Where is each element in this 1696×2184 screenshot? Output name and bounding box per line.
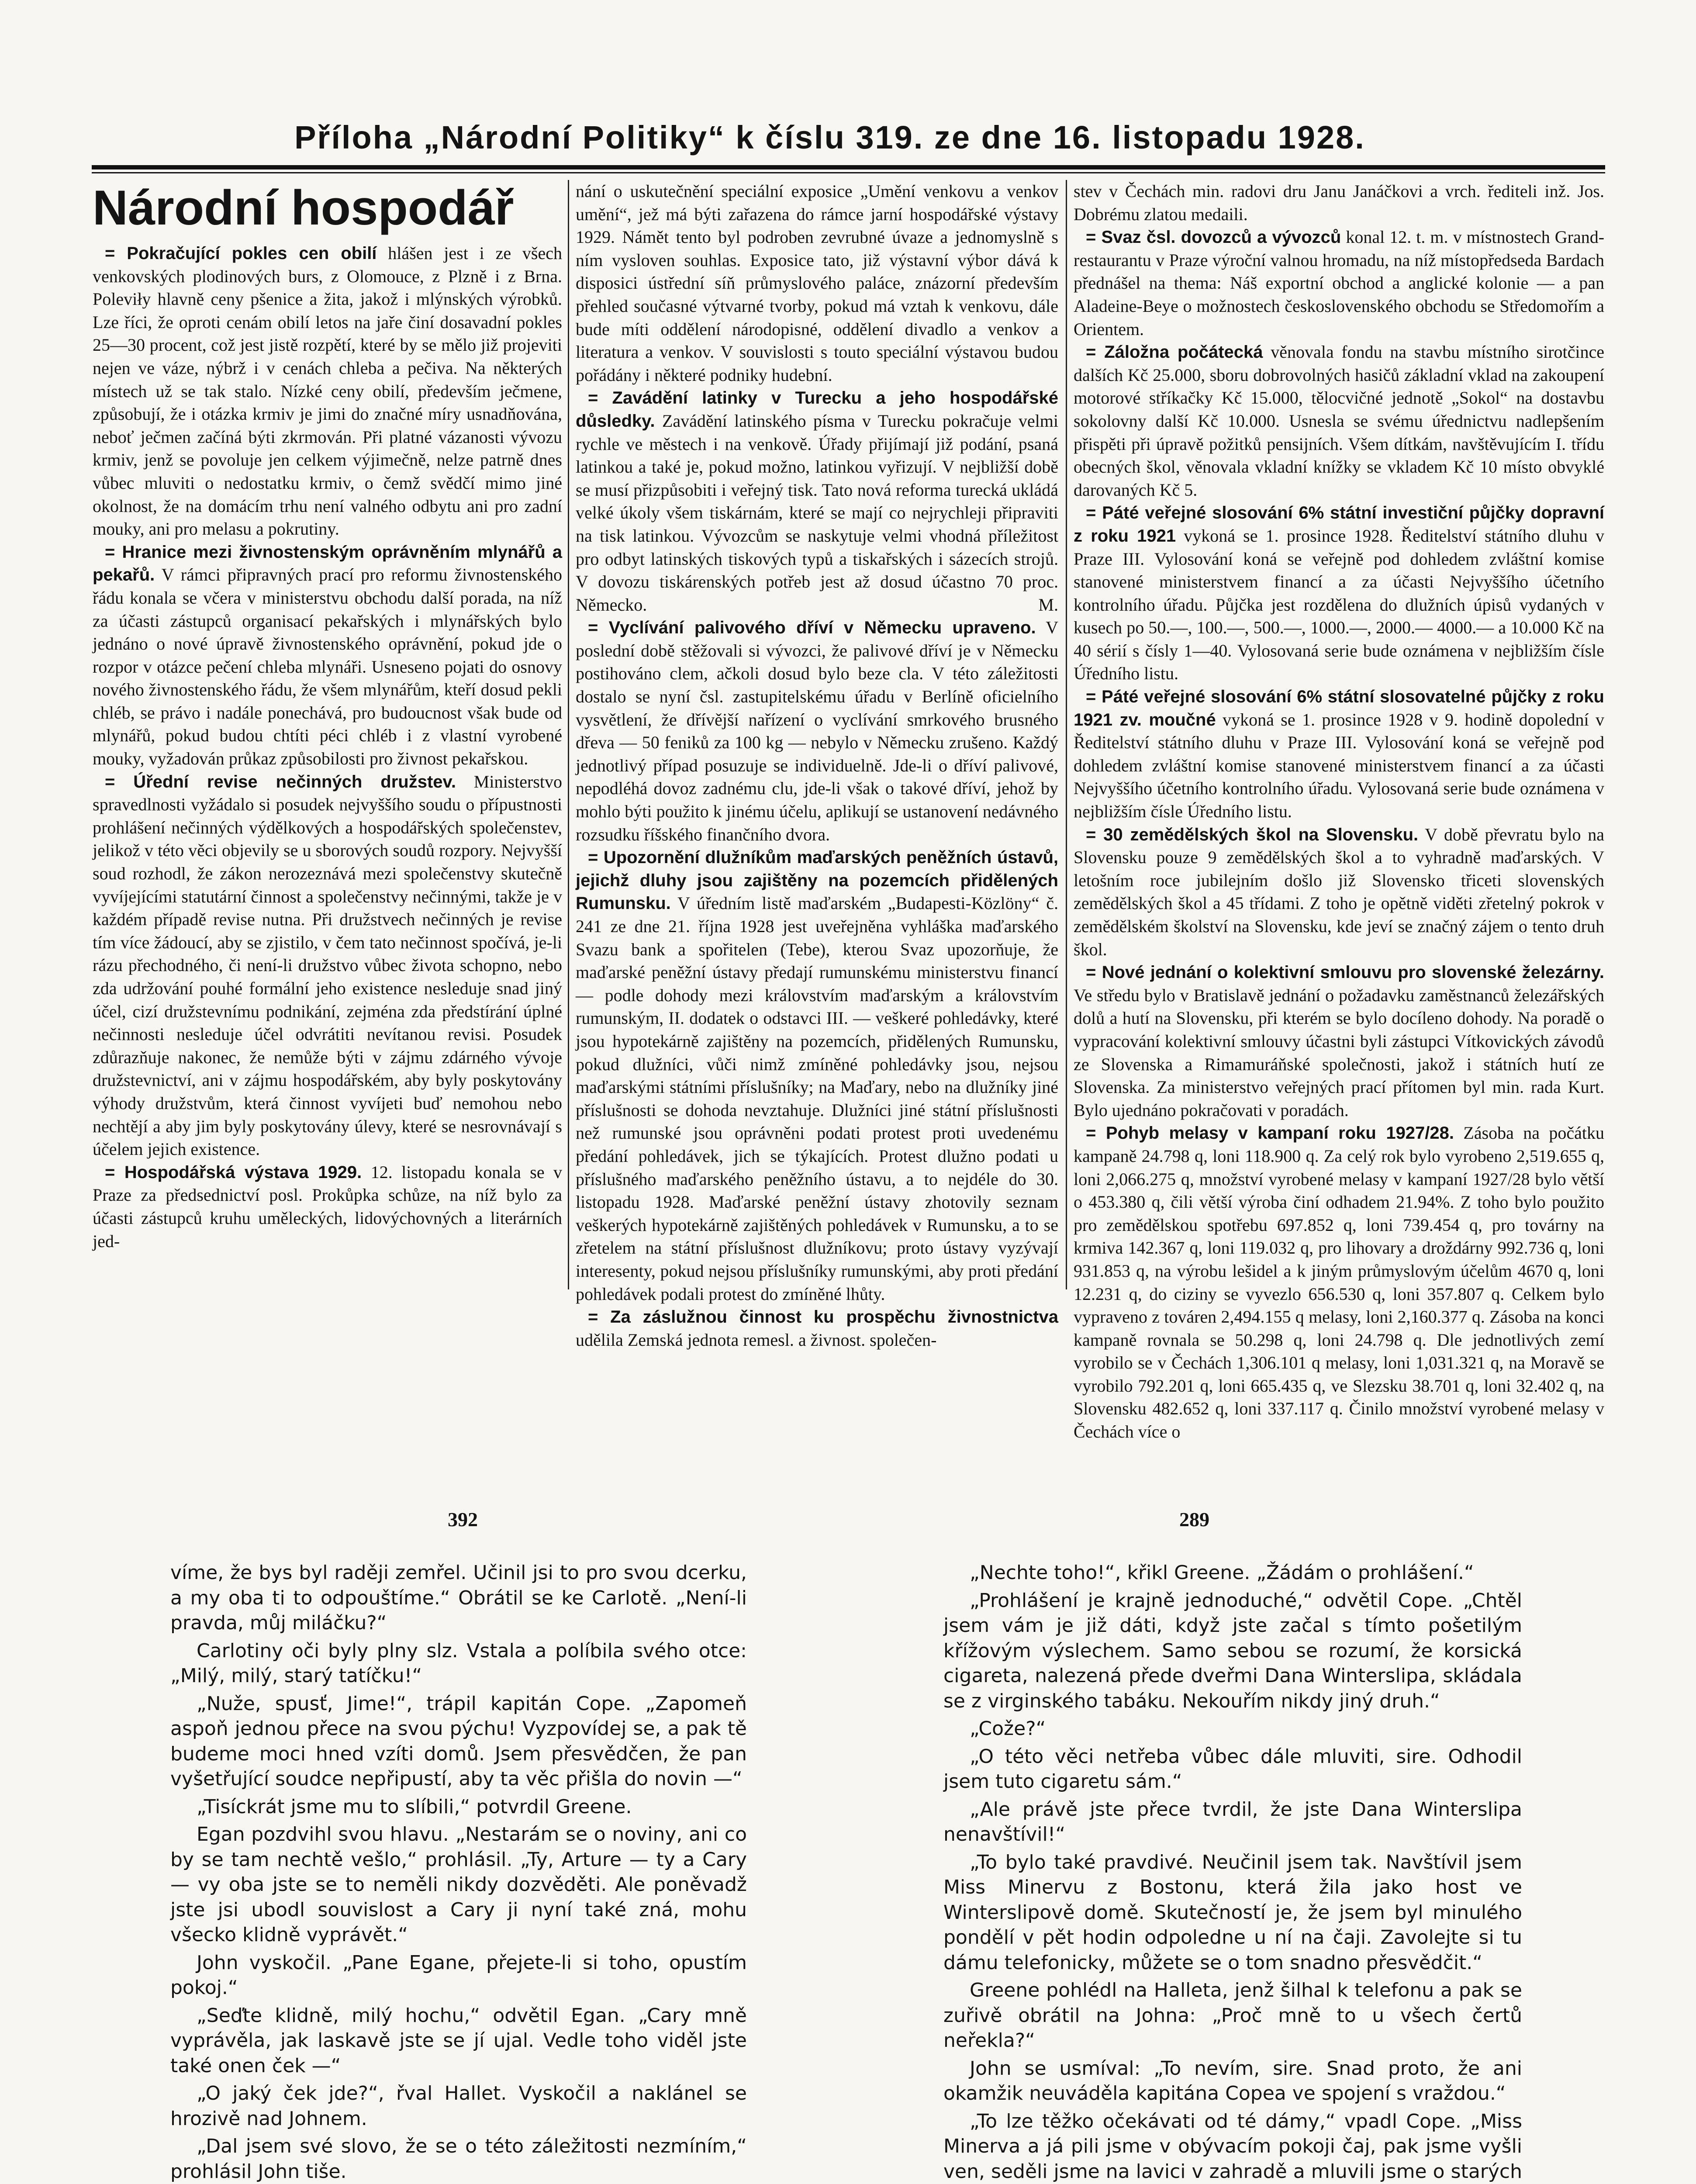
header-rule-thin bbox=[92, 172, 1605, 173]
book-page-number-right: 289 bbox=[1179, 1508, 1209, 1531]
book-page-right bbox=[943, 1560, 1522, 2184]
book-paragraph: „Nechte toho!“, křikl Greene. „Žádám o prohlášení.“ bbox=[970, 1562, 1474, 1584]
book-paragraph: Carlotiny oči byly plny slz. Vstala a políbila svého otce: „Milý, milý, starý tatíčku!“ bbox=[170, 1639, 747, 1687]
book-paragraph: „Tisíckrát jsme mu to slíbili,“ potvrdil Greene. bbox=[197, 1795, 632, 1818]
news-text: Ve středu bylo v Bratislavě jednání o požadavku zaměstnanců železářských dolů a hutí na Slovensku, při kterém se bylo docíleno dohody. Na poradě o vypracování kolektivní smlouvy účastni byli zástupci Vítkovických závodů ze Slovenska a Rimamuráňské společnosti, jakož i státních hutí ze Slovenska. Za ministerstvo veřejných prací přítomen byl min. rada Kurt. Bylo ujednáno pokračovati v poradách. bbox=[1074, 985, 1604, 1120]
column-divider bbox=[568, 180, 569, 1289]
header-rule-thick bbox=[92, 165, 1605, 169]
book-page-number-left: 392 bbox=[448, 1508, 478, 1531]
news-text: nání o uskutečnění speciální exposice „Umění venkovu a venkov umění“, jež má býti zařazena do rámce jarní hospodářské výstavy 1929. Námět tento byl podroben zevrubné úvaze a jednomyslně s ním vysloven souhlas. Exposice tato, již výstavní výbor dává k disposici ústřední síň průmyslového paláce, znázorní především přehled současné výtvarné tvorby, pokud má vztah k venkovu, dále bude míti oddělení národopisné, oddělení divadlo a venkov a literatura a venkov. V souvislosti s touto speciální výstavou budou pořádány i některé podniky hudební. bbox=[576, 181, 1058, 385]
book-paragraph: „Ale právě jste přece tvrdil, že jste Dana Winterslipa nenavštívil!“ bbox=[943, 1798, 1522, 1845]
news-headline: = Pohyb melasy v kampaní roku 1927/28. bbox=[1086, 1123, 1454, 1143]
news-text: Zavádění latinského písma v Turecku pokračuje velmi rychle ve městech i na venkově. Úřady přijímají již podání, psaná latinkou a také je, pokud možno, latinkou vyřizují. V nejbližší době se musí přizpůsobiti i veřejný tisk. Tato nová reforma turecká ukládá velké úkoly všem tiskárnám, které se mají co nejrychleji připraviti na tisk latinkou. Vývozcům se naskytuje velmi vhodná příležitost pro odbyt latinských tiskových typů a tiskařských i sázecích strojů. V dovozu tiskárenských potřeb jest až dosud účastno 70 proc. Německo. bbox=[576, 411, 1059, 615]
news-item bbox=[576, 180, 1058, 387]
book-paragraph: „Nuže, spusť, Jime!“, trápil kapitán Cope. „Zapomeň aspoň jednou přece na svou pýchu! Vyzpovídej se, a pak tě budeme moci hned vzíti domů. Jsem přesvědčen, že pan vyšetřující soudce nepřipustí, aby ta věc přišla do novin —“ bbox=[170, 1692, 747, 1790]
news-headline: = Vyclívání palivového dříví v Německu upraveno. bbox=[588, 618, 1036, 638]
news-text: konal 12. t. m. v místnostech Grand-restaurantu v Praze výroční valnou hromadu, na níž místopředseda Bardach přednášel na thema: Náš exportní obchod a anglické kolonie — a pan Aladeine-Beye o možnostech československého obchodu se Středomořím a Orientem. bbox=[1074, 227, 1605, 339]
news-item bbox=[1074, 823, 1604, 961]
book-paragraph: „To lze těžko očekávati od té dámy,“ vpadl Cope. „Miss Minerva a já pili jsme v obývacím pokoji čaj, pak jsme vyšli ven, seděli jsme na lavici v zahradě a mluvili jsme o starých bbox=[943, 2110, 1522, 2183]
news-headline: = Za záslužnou činnost ku prospěchu živnostnictva bbox=[588, 1307, 1058, 1327]
news-item bbox=[576, 387, 1058, 616]
news-text: udělila Zemská jednota remesl. a živnost. společen- bbox=[576, 1330, 937, 1350]
news-item bbox=[1074, 961, 1604, 1122]
news-text: V úředním listě maďarském „Budapesti-Közlöny“ č. 241 ze dne 21. října 1928 jest uveřejněna vyhláška maďarského Svazu bank a spořitelen (Tebe), kterou Svaz upozorňuje, že maďarské peněžní ústavy předají rumunskému ministerstvu financí — podle dohody mezi královstvím maďarským a královstvím rumunským, II. dodatek o odstavci III. — veškeré pohledávky, které jsou hypotekárně zajištěny na pozemcích, přidělených Rumunsku, pokud dlužníci, vůči nimž zmíněné pohledávky jsou, nejsou maďarskými státními příslušníky; na Maďary, nebo na dlužníky jiné příslušnosti se dohoda nevztahuje. Dlužníci jiné státní příslušnosti než rumunské jsou oprávněni podati protest proti uvedenému předání pohledávek, jich se týkajících. Protest dlužno podati u příslušného maďarského peněžního ústavu, a to nejdéle do 30. listopadu 1928. Maďarské peněžní ústavy zhotovily seznam veškerých hypotekárně zajištěných pohledávek v Rumunsku, a to se zřetelem na státní příslušnost dlužníkovu; proto ústavy vyzývají interesenty, pokud nejsou příslušníky rumunskými, aby proti předání pohledávek podali protest do zmíněné lhůty. bbox=[576, 893, 1058, 1304]
news-headline: = Upozornění dlužníkům maďarských peněžních ústavů, jejichž dluhy jsou zajištěny na pozemcích přidělených Rumunsku. bbox=[576, 848, 1058, 913]
news-text: V poslední době stěžovali si vývozci, že palivové dříví je v Německu postihováno clem, ačkoli dosud bylo beze cla. V této záležitosti dostalo se nyní čsl. zastupitelskému úřadu v Berlíně oficielního vysvětlení, že dřívější nařízení o vyclívání smrkového brusného dřeva — 50 feniků za 100 kg — nebylo v Německu zrušeno. Každý jednotlivý případ posuzuje se individuelně. Jde-li o dříví palivové, nepodléhá dovoz zadnému clu, jde-li však o takové dříví, jehož by mohlo býti použito k jinému účelu, aplikují se ustanovení nedávného rozsudku říšského finančního dvora. bbox=[576, 618, 1059, 844]
book-paragraph: John vyskočil. „Pane Egane, přejete-li si toho, opustím pokoj.“ bbox=[170, 1951, 747, 1999]
news-item bbox=[1074, 341, 1604, 501]
news-headline: = Nové jednání o kolektivní smlouvu pro slovenské železárny. bbox=[1086, 963, 1604, 982]
news-text: 12. listopadu konala se v Praze za předsednictví posl. Prokůpka schůze, na níž bylo za účasti zástupců kruhu uměleckých, lidovýchovných a literárních jed- bbox=[93, 1162, 562, 1251]
news-headline: = Úřední revise nečinných družstev. bbox=[105, 772, 456, 791]
news-text: Zásoba na počátku kampaně 24.798 q, loni 118.900 q. Za celý rok bylo vyrobeno 2,519.655 q, loni 2,066.275 q, množství vyrobené melasy v kampaní 1927/28 bylo větší o 453.380 q, čili větší výroba činí odhadem 21.94%. Z toho bylo použito pro zemědělskou spotřebu 697.852 q, loni 739.454 q, pro továrny na krmiva 142.367 q, loni 119.032 q, pro lihovary a droždárny 992.736 q, loni 931.853 q, na výrobu lešidel a k jiným průmyslovým účelům 4670 q, loni 12.231 q, do ciziny se vyvezlo 656.530 q, loni 357.807 q. Celkem bylo vypraveno z továren 2,494.155 q melasy, loni 2,160.377 q. Zásoba na konci kampaně rovnala se 50.298 q, loni 24.798 q. Dle jednotlivých zemí vyrobilo se v Čechách 1,306.101 q melasy, loni 1,031.321 q, na Moravě se vyrobilo 792.201 q, loni 665.435 q, ve Slezsku 38.701 q, loni 32.402 q, na Slovensku 482.652 q, loni 337.117 q. Činilo množství vyrobené melasy v Čechách více o bbox=[1074, 1123, 1605, 1442]
news-item bbox=[1074, 501, 1604, 685]
news-item bbox=[1074, 685, 1604, 823]
news-text: stev v Čechách min. radovi dru Janu Janáčkovi a vrch. řediteli inž. Jos. Dobrému zlatou medaili. bbox=[1074, 181, 1604, 224]
section-masthead: Národní hospodář bbox=[93, 180, 514, 235]
news-headline: = Páté veřejné slosování 6% státní slosovatelné půjčky z roku 1921 zv. moučné bbox=[1074, 687, 1604, 729]
book-paragraph: „O jaký ček jde?“, řval Hallet. Vyskočil a naklánel se hrozivě nad Johnem. bbox=[170, 2082, 747, 2130]
news-item bbox=[93, 541, 562, 771]
news-headline: = Zavádění latinky v Turecku a jeho hospodářské důsledky. bbox=[576, 388, 1058, 431]
news-column-1 bbox=[93, 180, 562, 1293]
news-text: hlášen jest i ze všech venkovských plodinových burs, z Olomouce, z Plzně i z Brna. Poleviły hlavně ceny pšenice a žita, jakož i mlýnských výrobků. Lze říci, že oproti cenám obilí letos na jaře činí dosavadní pokles 25—30 procent, což jest jistě rozpětí, které by se mělo již projeviti nejen ve váze, nýbrž i v cenách chleba a pečiva. Na některých místech už se tak stalo. Nízké ceny obilí, především ječmene, způsobují, že i otázka krmiv je jimi do značné míry usnadňována, neboť ječmen začíná býti zkrmován. Při platné vázanosti vývozu krmiv, jenž se povoluje jen celkem výjimečně, nelze patrně dnes vůbec mluviti o nedostatku krmiv, o čemž svědčí mimo jiné okolnost, že na domácím trhu není valného odbytu ani pro zadní mouky, ani pro melasu a pokrutiny. bbox=[93, 243, 562, 539]
news-text: Ministerstvo spravedlnosti vyžádalo si posudek nejvyššího soudu o přípustnosti prohlášení nečinných výdělkových a hospodářských společenstev, jelikož v této věci objevily se u sborových soudů rozpory. Nejvyšší soud rozhodl, že zákon nerozeznává mezi společenstvy skutečně vyvíjejícími statutární činnost a společenstvy nečinnými, takže je v každém případě revise nutna. Při družstvech nečinných je revise tím více žádoucí, aby se zjistilo, v čem tato nečinnost spočívá, je-li rázu přechodného, či není-li družstvo vůbec života schopno, nebo zda udržování pouhé formální jeho existence nesleduje snad jiný účel, cizí družstevnímu podnikání, zejména zda předstírání úplné nečinnosti nesleduje účel odvrátiti nevítanou revisi. Posudek zdůrazňuje nakonec, že nemůže býti v zájmu zdárného vývoje družstevnictví, ani v zájmu hospodářském, aby byly poskytovány výhody družstvům, která činnost vyvíjeti buď nemohou nebo nechtějí a aby jim byly poskytovány úlevy, které se nesrovnávají s účelem jejich existence. bbox=[93, 771, 562, 1159]
book-paragraph: „To bylo také pravdivé. Neučinil jsem tak. Navštívil jsem Miss Minervu z Bostonu, která žila jako host ve Winterslipově domě. Skutečností je, že jsem byl minulého pondělí v pět hodin odpoledne u ní na čaji. Zavolejte si tu dámu telefonicky, můžete se o tom snadno přesvědčit.“ bbox=[943, 1851, 1522, 1974]
news-column-2 bbox=[576, 180, 1059, 1350]
news-column-3 bbox=[1074, 180, 1605, 1442]
book-paragraph: víme, že bys byl raději zemřel. Učinil jsi to pro svou dcerku, a my oba ti to odpouštíme.“ Obrátil se ke Carlotě. „Není-li pravda, můj miláčku?“ bbox=[170, 1562, 747, 1634]
news-headline: = Pokračující pokles cen obilí bbox=[105, 244, 377, 263]
author-signature: M. bbox=[1038, 594, 1058, 615]
book-paragraph: „Seďte klidně, milý hochu,“ odvětil Egan. „Cary mně vyprávěla, jak laskavě jste se jí ujal. Vedle toho viděl jste také onen ček —“ bbox=[170, 2004, 747, 2077]
column-divider bbox=[1066, 180, 1067, 1289]
news-item bbox=[93, 1161, 562, 1253]
news-item bbox=[576, 1306, 1058, 1351]
news-item bbox=[93, 242, 562, 541]
book-paragraph: „Prohlášení je krajně jednoduché,“ odvětil Cope. „Chtěl jsem vám je již dáti, když jste začal s tímto pošetilým křížovým výslechem. Samo sebou se rozumí, že korsická cigareta, nalezená přede dveřmi Dana Winterslipa, skládala se z virginského tabáku. Nekouřím nikdy jiný druh.“ bbox=[943, 1589, 1522, 1712]
book-paragraph: „Cože?“ bbox=[970, 1717, 1046, 1740]
news-text: vykoná se 1. prosince 1928 v 9. hodině dopolední v Ředitelství státního dluhu v Praze III. Vylosování koná se veřejně pod dohledem zvláštní komise stanovené ministerstvem financí a za účasti Nejvyššího účetního kontrolního úřadu. Vylosovaná serie bude oznámena v nejbližším čísle Úředního listu. bbox=[1074, 709, 1604, 822]
news-text: vykoná se 1. prosince 1928. Ředitelství státního dluhu v Praze III. Vylosování koná se veřejně pod dohledem zvláštní komise stanovené ministerstvem financí a za účasti Nejvyššího účetního kontrolního úřadu. Půjčka jest rozdělena do dlužních úpisů vydaných v kusech po 50.—, 100.—, 500.—, 1000.—, 2000.— 4000.— a 10.000 Kč na 40 sérií s čísly 1—40. Vylosovaná serie bude oznámena v nejbližším čísle Úředního listu. bbox=[1074, 525, 1605, 684]
book-paragraph: Greene pohlédl na Halleta, jenž šilhal k telefonu a pak se zuřivě obrátil na Johna: „Proč mně to u všech čertů neřekla?“ bbox=[943, 1979, 1522, 2052]
news-headline: = Hospodářská výstava 1929. bbox=[105, 1162, 362, 1182]
news-headline: = 30 zemědělských škol na Slovensku. bbox=[1086, 825, 1419, 844]
news-item bbox=[576, 616, 1058, 846]
news-item bbox=[93, 771, 562, 1161]
news-headline: = Svaz čsl. dovozců a vývozců bbox=[1086, 228, 1341, 247]
book-paragraph: Egan pozdvihl svou hlavu. „Nestarám se o noviny, ani co by se tam nechtě vešlo,“ prohlásil. „Ty, Arture — ty a Cary — vy oba jste se to neměli nikdy dozvěděti. Ale poněvadž jste jsi ubodl souvislost a Cary ji nyní také zná, mohu všecko klidně vyprávět.“ bbox=[170, 1823, 747, 1946]
news-headline: = Hranice mezi živnostenským oprávněním mlynářů a pekařů. bbox=[93, 542, 562, 585]
book-page-left bbox=[170, 1560, 747, 2184]
news-text: věnovala fondu na stavbu místního sirotčince dalších Kč 25.000, sboru dobrovolných hasičů základní vklad na zakoupení motorové stříkačky Kč 15.000, tělocvičné jednotě „Sokol“ na dostavbu sokolovny další Kč 10.000. Usnesla se svému úřednictvu nadlepšením přispěti při úpravě požitků pensijních. Všem dítkám, navštěvujícím I. třídu obecných škol, věnovala vkladní knížky se vkladem Kč 10 místo obvyklé darovaných Kč 5. bbox=[1074, 342, 1605, 500]
book-paragraph: „Dal jsem své slovo, že se o této záležitosti nezmíním,“ prohlásil John tiše. bbox=[170, 2135, 747, 2183]
book-paragraph: „O této věci netřeba vůbec dále mluviti, sire. Odhodil jsem tuto cigaretu sám.“ bbox=[943, 1745, 1522, 1793]
news-text: V rámci připravných prací pro reformu živnostenského řádu konala se včera v ministerstvu obchodu další porada, na níž za účasti zástupců organisací pekařských i mlynářských bylo jednáno o nové úpravě živnostenského oprávnění, pokud jde o rozpor v otázce pečení chleba mlynáři. Usneseno pojati do osnovy nového živnostenského řádu, že všem mlynářům, kteří dosud pekli chléb, se právo i nadále ponechává, pro budoucnost však bude od mlynářů, pokud budou chtíti péci chléb i z vlastní vyrobené mouky, vyžadován průkaz způsobilosti pro živnost pekařskou. bbox=[93, 565, 562, 769]
news-item bbox=[1074, 1122, 1604, 1443]
news-text: V době převratu bylo na Slovensku pouze 9 zemědělských škol a to vyhradně maďarských. V letošním roce jubilejním došlo již Slovensko třiceti slovenských zemědělských škol a 45 třídami. Z toho je opětně viděti zřetelný pokrok v zemědělském školství na Slovensku, kde jeví se značný zájem o tento druh škol. bbox=[1074, 824, 1604, 959]
news-headline: = Záložna počátecká bbox=[1086, 342, 1263, 362]
supplement-header: Příloha „Národní Politiky“ k číslu 319. ze dne 16. listopadu 1928. bbox=[294, 119, 1365, 156]
news-item bbox=[1074, 180, 1604, 226]
news-item bbox=[1074, 226, 1604, 341]
book-paragraph: John se usmíval: „To nevím, sire. Snad proto, že ani okamžik neuváděla kapitána Copea ve spojení s vraždou.“ bbox=[943, 2057, 1522, 2105]
news-item bbox=[576, 846, 1058, 1306]
news-headline: = Páté veřejné slosování 6% státní investiční půjčky dopravní z roku 1921 bbox=[1074, 503, 1604, 546]
